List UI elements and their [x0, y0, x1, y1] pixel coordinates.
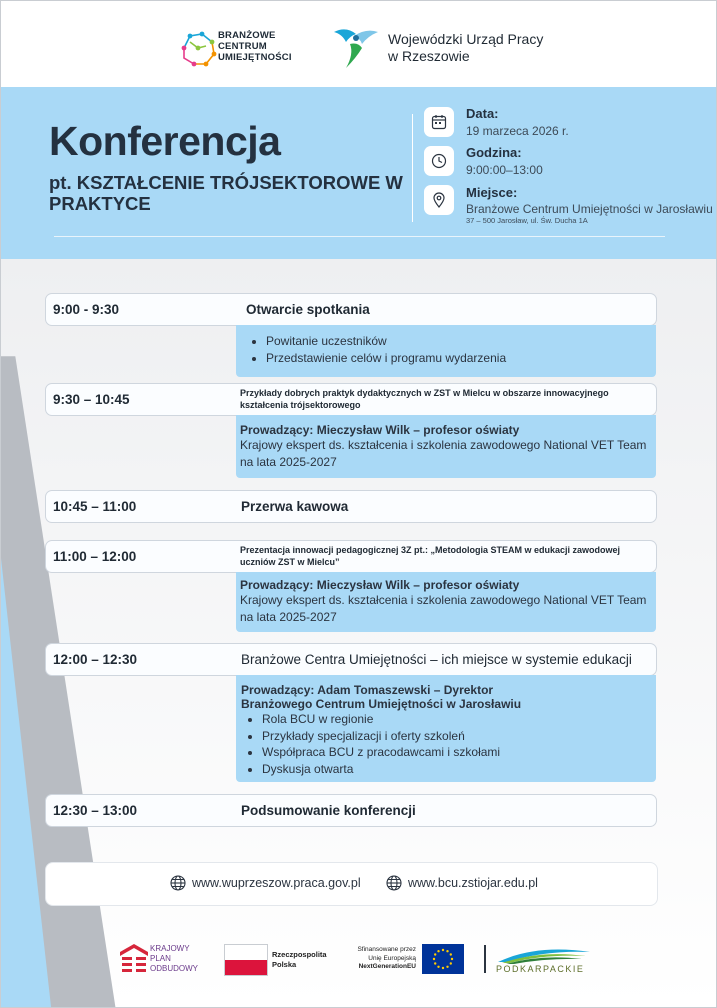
eu-star-icon — [446, 966, 448, 968]
agenda-row-1 — [45, 293, 657, 326]
agenda-title: Podsumowanie konferencji — [241, 803, 416, 818]
page-subtitle: pt. KSZTAŁCENIE TRÓJSEKTOROWE W PRAKTYCE — [49, 172, 403, 214]
agenda-time: 9:00 - 9:30 — [53, 302, 120, 317]
podkarpackie-text: PODKARPACKIE — [496, 964, 585, 974]
eu-star-icon — [433, 958, 435, 960]
agenda-title: Prezentacja innowacji pedagogicznej 3Z pt.: „Metodologia STEAM w edukacji zawodowej uczniów ZST w Mielcu” — [240, 545, 621, 567]
list-item: • Współpraca BCU z pracodawcami i szkołami — [262, 744, 656, 761]
clock-icon — [424, 146, 454, 176]
eu-star-icon — [434, 962, 436, 964]
speaker: Prowadzący: Adam Tomaszewski – Dyrektor — [241, 683, 494, 697]
kpo-text: KRAJOWY PLAN ODBUDOWY — [150, 944, 198, 973]
agenda-detail-1 — [236, 325, 656, 377]
agenda-row-2 — [45, 383, 657, 416]
speaker: Prowadzący: Mieczysław Wilk – profesor oświaty — [240, 423, 520, 437]
time-label: Godzina: — [466, 145, 522, 160]
globe-icon — [170, 875, 186, 891]
eu-funding-text: Sfinansowane przez Unię Europejską NextGenerationEU — [357, 946, 416, 970]
speaker-organization: Branżowego Centrum Umiejętności w Jarosławiu — [241, 697, 522, 711]
podkarpackie-logo-icon — [496, 942, 592, 964]
eu-star-icon — [450, 962, 452, 964]
agenda-title: Otwarcie spotkania — [246, 302, 370, 317]
list-item: • Przykłady specjalizacji i oferty szkoleń — [262, 728, 656, 745]
agenda-title: Przerwa kawowa — [241, 499, 349, 514]
place-address: 37 – 500 Jarosław, ul. Św. Ducha 1A — [466, 216, 588, 225]
agenda-title: Przykłady dobrych praktyk dydaktycznych w ZST w Mielcu w obszarze innowacyjnego kształcenia trójsektorowego — [240, 388, 609, 410]
date-value: 19 marzeca 2026 r. — [466, 124, 569, 138]
list-item: • Przedstawienie celów i programu wydarzenia — [266, 350, 656, 367]
eu-star-icon — [442, 949, 444, 951]
website-link-bcu[interactable]: www.bcu.zstiojar.edu.pl — [408, 876, 538, 890]
agenda-time: 12:00 – 12:30 — [53, 652, 138, 667]
globe-icon — [386, 875, 402, 891]
agenda-row-3 — [45, 490, 657, 523]
eu-star-icon — [434, 953, 436, 955]
eu-star-icon — [450, 953, 452, 955]
time-value: 9:00:00–13:00 — [466, 163, 543, 177]
eu-star-icon — [451, 958, 453, 960]
vertical-divider — [412, 114, 413, 222]
agenda-row-4 — [45, 540, 657, 573]
speaker-description: Krajowy ekspert ds. kształcenia i szkolenia zawodowego National VET Team na lata 2025-2027 — [240, 593, 647, 624]
agenda-time: 11:00 – 12:00 — [53, 549, 137, 564]
agenda-time: 9:30 – 10:45 — [53, 392, 130, 407]
list-item: • Dyskusja otwarta — [262, 761, 656, 778]
wup-name: Wojewódzki Urząd Pracy w Rzeszowie — [388, 31, 544, 64]
list-item: • Powitanie uczestników — [266, 333, 656, 350]
calendar-icon — [424, 107, 454, 137]
eu-star-icon — [437, 950, 439, 952]
agenda-row-5 — [45, 643, 657, 676]
page-title: Konferencja — [49, 118, 281, 164]
logo-separator — [484, 945, 486, 973]
eu-star-icon — [437, 966, 439, 968]
website-link-wup[interactable]: www.wuprzeszow.praca.gov.pl — [192, 876, 361, 890]
rp-text: Rzeczpospolita Polska — [272, 950, 327, 969]
place-value: Branżowe Centrum Umiejętności w Jarosławiu — [466, 202, 713, 216]
wup-logo-icon — [332, 24, 384, 70]
agenda-detail-2 — [236, 415, 656, 478]
horizontal-divider — [54, 236, 665, 237]
speaker: Prowadzący: Mieczysław Wilk – profesor oświaty — [240, 578, 520, 592]
agenda-time: 12:30 – 13:00 — [53, 803, 138, 818]
agenda-time: 10:45 – 11:00 — [53, 499, 137, 514]
agenda-detail-5 — [236, 675, 656, 782]
date-label: Data: — [466, 106, 499, 121]
eu-flag-icon — [422, 944, 464, 974]
bcu-logo-icon — [176, 26, 220, 70]
list-item: • Rola BCU w regionie — [262, 711, 656, 728]
location-pin-icon — [424, 185, 454, 215]
eu-star-icon — [442, 967, 444, 969]
poland-flag-icon — [224, 944, 268, 976]
agenda-title: Branżowe Centra Umiejętności – ich miejsce w systemie edukacji — [241, 652, 632, 667]
agenda-detail-4 — [236, 572, 656, 632]
bcu-logo-text: BRANŻOWE CENTRUM UMIEJĘTNOŚCI — [218, 30, 292, 63]
links-bar — [45, 862, 658, 906]
speaker-description: Krajowy ekspert ds. kształcenia i szkolenia zawodowego National VET Team na lata 2025-2027 — [240, 438, 647, 469]
eu-star-icon — [446, 950, 448, 952]
kpo-logo-icon — [120, 944, 148, 974]
agenda-row-6 — [45, 794, 657, 827]
place-label: Miejsce: — [466, 185, 518, 200]
